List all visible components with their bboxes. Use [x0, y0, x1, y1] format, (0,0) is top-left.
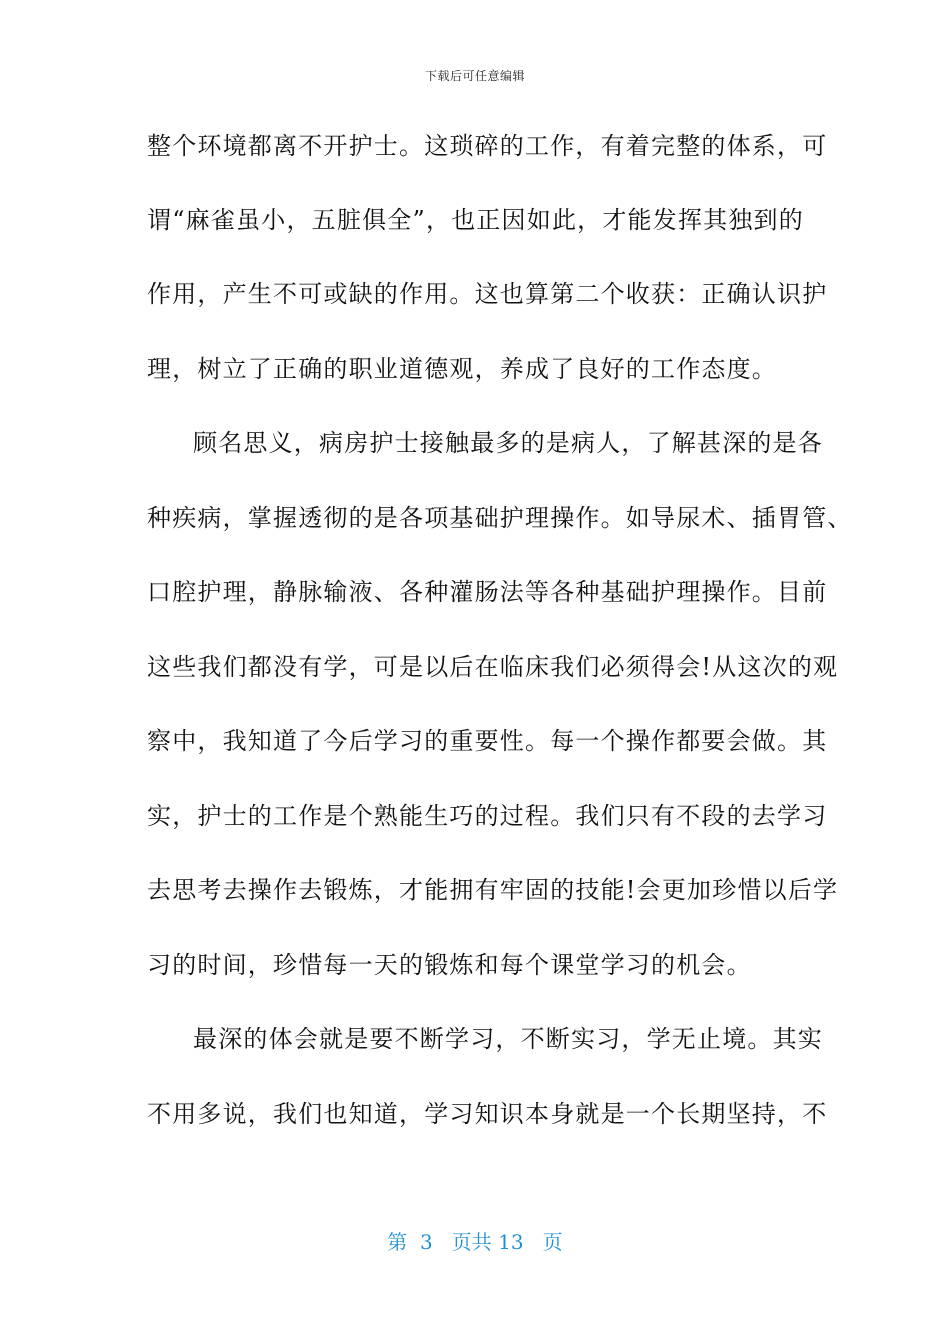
text-line: 种疾病，掌握透彻的是各项基础护理操作。如导尿术、插胃管、	[147, 504, 853, 532]
text-line: 整个环境都离不开护士。这琐碎的工作，有着完整的体系，可	[147, 132, 828, 160]
text-line: 口腔护理，静脉输液、各种灌肠法等各种基础护理操作。目前	[147, 578, 828, 606]
text-line: 实，护士的工作是个熟能生巧的过程。我们只有不段的去学习	[147, 802, 828, 830]
paragraph-first-line: 最深的体会就是要不断学习，不断实习，学无止境。其实	[193, 1025, 823, 1053]
text-line: 去思考去操作去锻炼，才能拥有牢固的技能!会更加珍惜以后学	[147, 876, 839, 904]
text-line: 谓“麻雀虽小，五脏俱全”，也正因如此，才能发挥其独到的	[147, 206, 804, 234]
text-line: 习的时间，珍惜每一天的锻炼和每个课堂学习的机会。	[147, 951, 752, 979]
page-number: 第 3 页共 13 页	[387, 1230, 563, 1254]
text-line: 不用多说，我们也知道，学习知识本身就是一个长期坚持，不	[147, 1100, 828, 1128]
text-line: 理，树立了正确的职业道德观，养成了良好的工作态度。	[147, 355, 777, 383]
text-line: 这些我们都没有学，可是以后在临床我们必须得会!从这次的观	[147, 653, 839, 681]
page-header-note: 下载后可任意编辑	[424, 69, 525, 83]
paragraph-first-line: 顾名思义，病房护士接触最多的是病人，了解甚深的是各	[193, 429, 823, 457]
text-line: 作用，产生不可或缺的作用。这也算第二个收获：正确认识护	[147, 280, 828, 308]
text-line: 察中，我知道了今后学习的重要性。每一个操作都要会做。其	[147, 727, 828, 755]
